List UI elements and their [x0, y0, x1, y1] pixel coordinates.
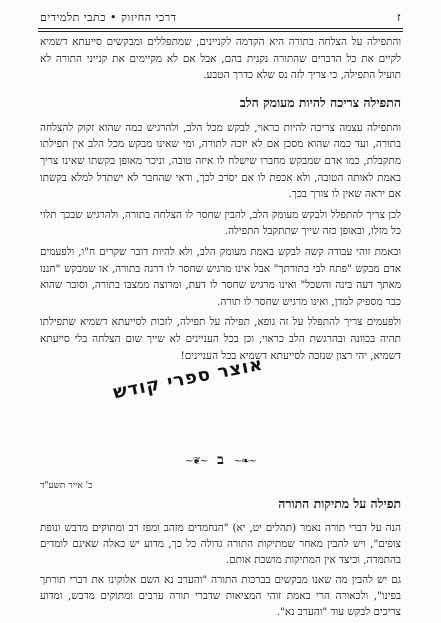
- page-number: ז: [397, 9, 401, 24]
- flourish-icon: ~❧~: [233, 456, 256, 467]
- paragraph: הנה על דברי תורה נאמר (תהלים יט, יא) "הנחמדים מזהב ומפז רב ומתוקים מדבש ונופת צופים", ויש להבין מאחר שמתיקות התורה גדולה כל כך, מדוע יש כאלה שאינם לומדים בהתמדה, וכיצד אין המתיקות מושכת אותם.: [40, 522, 401, 567]
- section-text: [40, 520, 401, 623]
- paragraph: לכן צריך להתפלל ולבקש מעומק הלב, להבין שחסר לו הצלחה בתורה, ולהרגיש שבכך תלוי כל מזלו, ובאופן כזה שייך שתתקבל התפילה.: [40, 208, 401, 238]
- page-header: [40, 8, 401, 26]
- library-stamp: אוצר ספרי קודש: [111, 353, 265, 404]
- paragraph: ולפעמים צריך להתפלל על זה גופא, תפילה על תפילה, לזכות לסייעתא דשמיא שתפילתו תהיה בכוונה ובהרגשת הלב כראוי, וכן בכל העניינים לא שייך שום הצלחה בלי סייעתא דשמיא, יהי רצון שנזכה לסייעתא דשמיא בכל העניינים!: [40, 316, 401, 362]
- section-divider: [0, 452, 441, 469]
- section-letter: ב: [217, 452, 224, 468]
- paragraph: גם יש להבין מה שאנו מבקשים בברכות התורה "והערב נא השם אלוקינו את דברי תורתך בפינו", ולכאורה הרי באמת זוהי המציאות שדברי תורה ערבים ומתוקים מדבש, ומדוע צריכים לבקש עוד "והערב נא".: [40, 573, 401, 619]
- paragraph: והתפילה על הצלחה בתורה היא הקדמה לקניינים, שמתפללים ומבקשים סייעתא דשמיא לקיים את כל הדברים שהתורה נקנית בהם, אבל אם לא מקיימים את קנייני התורה לא תועיל התפילה, כי צריך לזה נס שלא כדרך הטבע.: [40, 36, 401, 82]
- flourish-icon: ~❦~: [185, 456, 208, 467]
- date-line: כ' אייר תשע"ד: [40, 481, 93, 491]
- main-text: [40, 34, 401, 368]
- header-rule: [38, 28, 403, 32]
- paragraph: והתפילה עצמה צריכה להיות כראוי, לבקש מכל הלב, ולהרגיש כמה שהוא זקוק להצלחה בתורה, ועד כמה שהוא מסכן אם לא יזכה לתורה, ומי שאינו מבקש מכל הלב אין תפילתו מתקבלת, כמו אדם שמבקש מחברו שישלח לו איזה טובה, וניכר מאופן בקשתו שאינו צריך באמת לאותה הטובה, ולא אכפת לו אם יסרב לכך, ודאי שהחבר לא ישתדל למלא בקשתו אם יראה שאין לו צורך בכך.: [40, 121, 401, 201]
- section-heading: תפילה על מתיקות התורה: [278, 496, 401, 511]
- running-title: דרכי החיזוק • כתבי תלמידים: [40, 10, 177, 24]
- paragraph: ובאמת זוהי עבודה קשה לבקש באמת מעומק הלב, ולא להיות דובר שקרים ח"ו, ולפעמים אדם מבקש "פתח לבי בתורתך" אבל אינו מרגיש שחסר לו דרגה בתורה, או שמבקש "חננו מאתך דעה בינה והשכל" ואינו מרגיש שחסר לו דעת, ומרוצה ממצבו בתורה, וסובר שהוא כבר מספיק למדן, ואינו מרגיש שחסר לו תורה.: [40, 245, 401, 308]
- section-heading: התפילה צריכה להיות מעומק הלב: [239, 94, 401, 110]
